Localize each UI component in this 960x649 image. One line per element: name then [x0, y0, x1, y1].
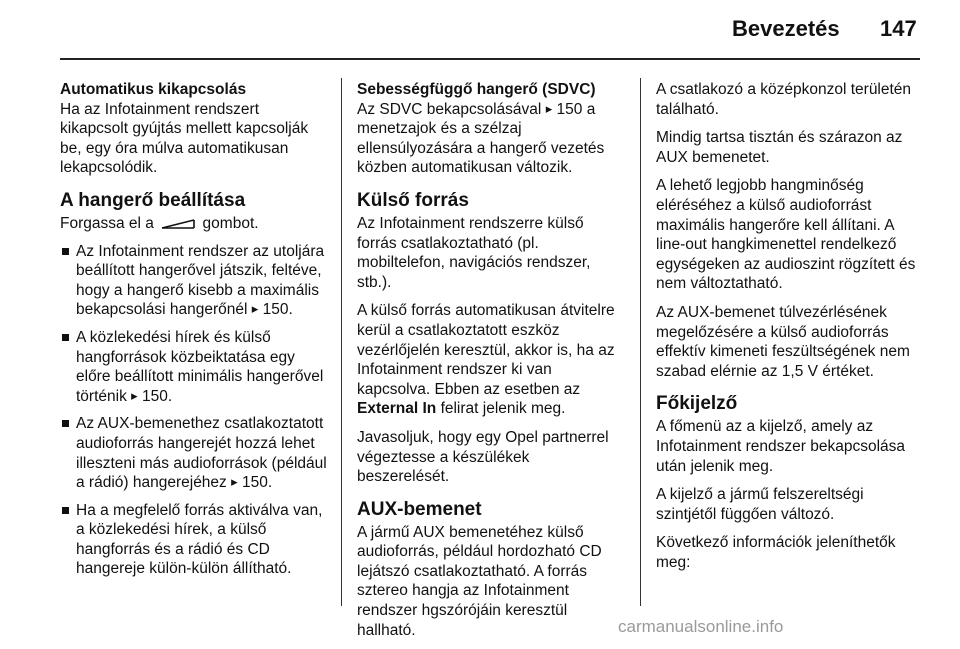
aux-text-1: A jármű AUX bemenetéhez külső audioforrás, például hordozható CD lejátszó csatlakoztatható. A forrás sztereo hangja az Infotainment rendszer hgszórójáin keresztül hallható.: [357, 523, 602, 639]
sdvc-title: Sebességfüggő hangerő (SDVC): [357, 81, 596, 98]
aux-text-3: Mindig tartsa tisztán és szárazon az AUX bemenetet.: [656, 129, 903, 166]
column-divider-2: [640, 78, 641, 606]
page-header: [0, 0, 960, 58]
page-number: 147: [880, 16, 917, 41]
display-text-2: A kijelző a jármű felszereltségi szintjétől függően változó.: [656, 486, 864, 523]
aux-input-heading: AUX-bemenet: [357, 498, 482, 520]
volume-knob-icon: [160, 218, 196, 230]
reference-arrow-icon: ▸: [231, 474, 238, 490]
display-text-1: A főmenü az a kijelző, amely az Infotainment rendszer bekapcsolása után jelenik meg.: [656, 418, 906, 475]
column-divider-1: [341, 78, 342, 606]
aux-text-5: Az AUX-bemenet túlvezérlésének megelőzésére a külső audioforrás effektív kimeneti feszültségének nem szabad elérnie az 1,5 V értéket.: [656, 303, 910, 380]
display-text-3: Következő információk jeleníthetők meg:: [656, 534, 896, 571]
bullet-item: A közlekedési hírek és külső hangforrások közbeiktatása egy előre beállított minimális hangerővel történik ▸ 150.: [60, 328, 328, 406]
header-rule: [60, 58, 920, 60]
aux-text-2: A csatlakozó a középkonzol területén található.: [656, 81, 912, 118]
main-display-heading: Főkijelző: [656, 393, 738, 415]
column-2: [357, 80, 625, 649]
auto-off-text: Ha az Infotainment rendszert kikapcsolt gyújtás mellett kapcsolják be, egy óra múlva automatikusan lekapcsolódik.: [60, 100, 309, 177]
external-text-1: Az Infotainment rendszerre külső forrás csatlakoztatható (pl. mobiltelefon, navigációs rendszer, stb.).: [357, 214, 591, 291]
bullet-item: Ha a megfelelő forrás aktiválva van, a közlekedési hírek, a külső hangforrás és a rádió és CD hangereje külön-külön állítható.: [60, 501, 328, 579]
sdvc-text: Az SDVC bekapcsolásával ▸ 150 a menetzajok és a szélzaj ellensúlyozására a hangerő vezetés közben automatikusan változik.: [357, 100, 605, 177]
aux-text-4: A lehető legjobb hangminőség eléréséhez a külső audioforrást maximális hangerőre kell állítani. A line-out hangkimenettel rendelkező egységeken az audioszint rögzített és nem változtatható.: [656, 177, 916, 293]
external-in-label: External In: [357, 400, 437, 418]
external-text-2: A külső forrás automatikusan átvitelre kerül a csatlakoztatott eszköz vezérlőjelén keresztül, akkor is, ha az Infotainment rendszer ki van kapcsolva. Ebben az esetben az External In felirat jelenik meg.: [357, 302, 615, 418]
volume-instruction: [60, 214, 328, 234]
reference-arrow-icon: ▸: [545, 100, 553, 116]
volume-heading: A hangerő beállítása: [60, 189, 246, 211]
reference-arrow-icon: ▸: [131, 387, 138, 403]
external-text-3: Javasoljuk, hogy egy Opel partnerrel végeztesse a készülékek beszerelését.: [357, 428, 609, 486]
reference-arrow-icon: ▸: [251, 301, 259, 317]
column-1: [60, 80, 328, 579]
section-title: Bevezetés: [732, 16, 840, 41]
volume-post: gombot.: [202, 214, 259, 232]
column-3: [656, 80, 924, 581]
watermark: carmanualsonline.info: [618, 617, 784, 636]
volume-pre: Forgassa el a: [60, 214, 154, 232]
bullet-item: Az Infotainment rendszer az utoljára beállított hangerővel játszik, feltéve, hogy a hangerő kisebb a maximális bekapcsolási hangerőnél ▸ 150.: [60, 242, 328, 320]
external-source-heading: Külső forrás: [357, 189, 469, 211]
volume-bullet-list: [60, 242, 328, 580]
bullet-item: Az AUX-bemenethez csatlakoztatott audioforrás hangerejét hozzá lehet illeszteni más audioforrások (például a rádió) hangerejéhez ▸ 150.: [60, 414, 328, 492]
auto-off-title: Automatikus kikapcsolás: [60, 81, 247, 98]
